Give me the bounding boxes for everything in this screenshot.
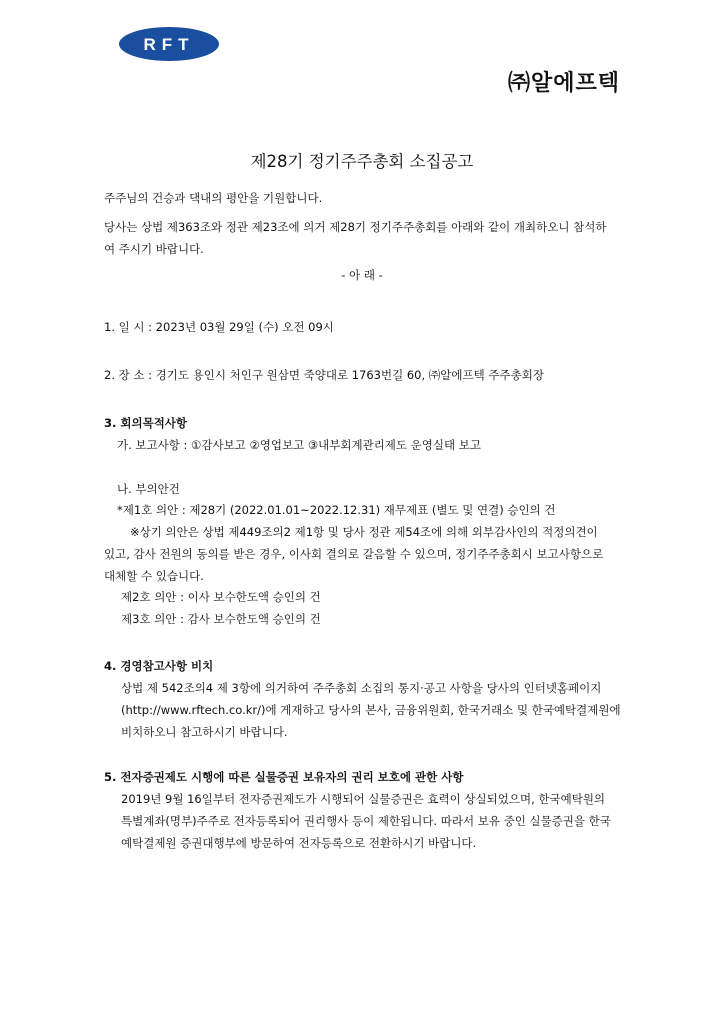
agenda-heading: 나. 부의안건: [117, 482, 180, 496]
notice-title: 제28기 정기주주총회 소집공고: [250, 152, 474, 171]
agenda-1: *제1호 의안 : 제28기 (2022.01.01~2022.12.31) 재무제표 (별도 및 연결) 승인의 건: [117, 503, 556, 517]
agenda-1-note-1: ※상기 의안은 상법 제449조의2 제1항 및 당사 정관 제54조에 의해 외부감사인의 적정의견이: [130, 525, 598, 539]
intro-line-2: 여 주시기 바랍니다.: [104, 242, 204, 256]
item4-heading: 4. 경영참고사항 비치: [104, 659, 214, 673]
item5-line-1: 2019년 9월 16일부터 전자증권제도가 시행되어 실물증권은 효력이 상실되었으며, 한국예탁원의: [121, 792, 606, 806]
rft-logo: [118, 26, 220, 62]
item5-heading: 5. 전자증권제도 시행에 따른 실물증권 보유자의 권리 보호에 관한 사항: [104, 770, 464, 784]
logo-text: RFT: [143, 35, 195, 54]
item4-line-1: 상법 제 542조의4 제 3항에 의거하여 주주총회 소집의 통지·공고 사항을 당사의 인터넷홈페이지: [121, 681, 602, 695]
item3-heading: 3. 회의목적사항: [104, 416, 188, 430]
item5-line-3: 예탁결제원 증권대행부에 방문하여 전자등록으로 전환하시기 바랍니다.: [121, 836, 477, 850]
agenda-1-note-3: 대체할 수 있습니다.: [104, 569, 204, 583]
greeting: 주주님의 건승과 댁내의 평안을 기원합니다.: [104, 191, 323, 205]
separator: - 아 래 -: [341, 268, 383, 282]
agenda-1-note-2: 있고, 감사 전원의 동의를 받은 경우, 이사회 결의로 갈음할 수 있으며, 정기주주총회시 보고사항으로: [104, 547, 604, 561]
report-items: 가. 보고사항 : ①감사보고 ②영업보고 ③내부회계관리제도 운영실태 보고: [117, 438, 481, 452]
intro-line-1: 당사는 상법 제363조와 정관 제23조에 의거 제28기 정기주주총회를 아래와 같이 개최하오니 참석하: [104, 220, 607, 234]
agenda-3: 제3호 의안 : 감사 보수한도액 승인의 건: [121, 612, 321, 626]
item4-line-2: (http://www.rftech.co.kr/)에 게재하고 당사의 본사, 금융위원회, 한국거래소 및 한국예탁결제원에: [121, 703, 621, 717]
company-name: ㈜알에프텍: [507, 71, 620, 96]
item5-line-2: 특별계좌(명부)주주로 전자등록되어 권리행사 등이 제한됩니다. 따라서 보유 중인 실물증권을 한국: [121, 814, 611, 828]
item-date-time: 1. 일 시 : 2023년 03월 29일 (수) 오전 09시: [104, 320, 334, 334]
item-location: 2. 장 소 : 경기도 용인시 처인구 원삼면 죽양대로 1763번길 60, ㈜알에프텍 주주총회장: [104, 368, 544, 382]
agenda-2: 제2호 의안 : 이사 보수한도액 승인의 건: [121, 590, 321, 604]
item4-line-3: 비치하오니 참고하시기 바랍니다.: [121, 725, 288, 739]
